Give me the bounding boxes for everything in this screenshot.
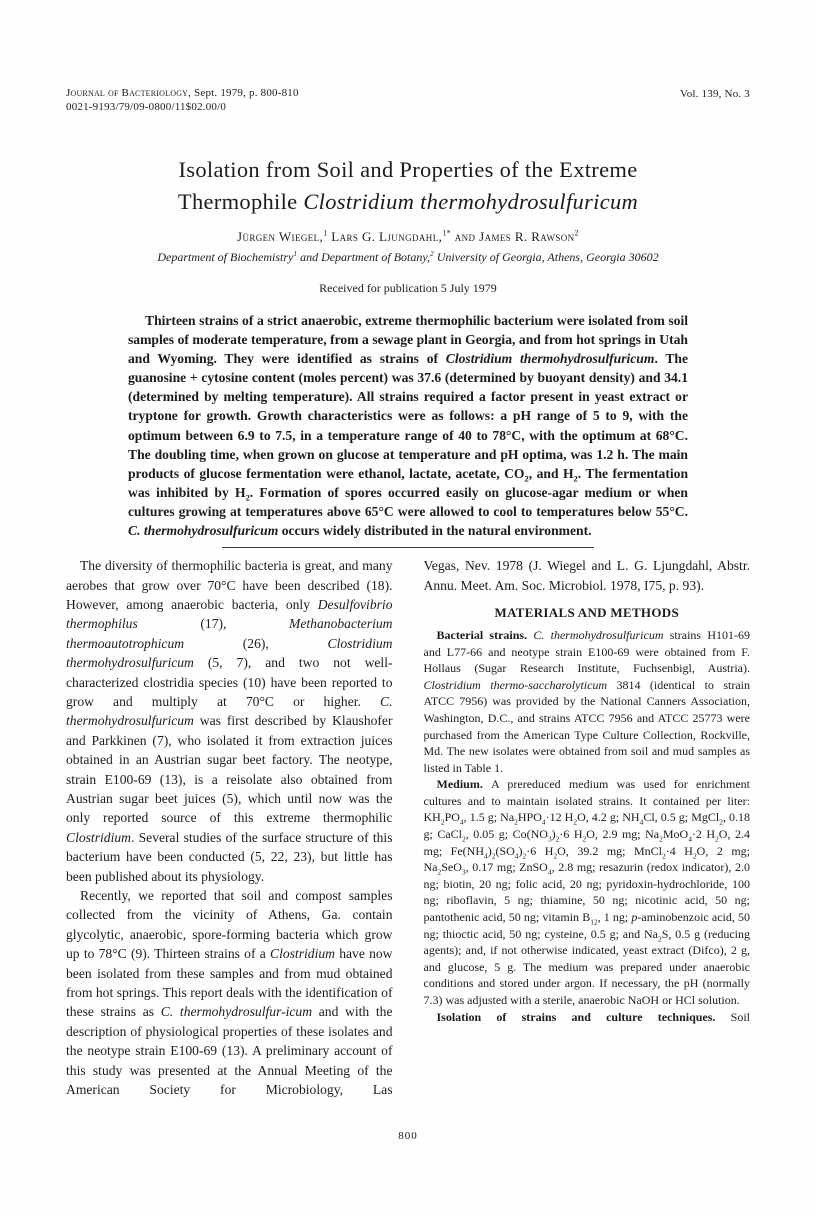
isolation-paragraph-start: Isolation of strains and culture techniques. Soil xyxy=(436,1009,750,1024)
abstract: Thirteen strains of a strict anaerobic, extreme thermophilic bacterium were isolated from soil samples of moderate temperature, from a sewage plant in Georgia, and from hot springs in Utah and Wyoming. They were identified as strains of Clostridium thermohydrosulfuricum. The guanosine + cytosine content (moles percent) was 37.6 (determined by buoyant density) and 34.1 (determined by melting temperature). All strains required a factor present in yeast extract or tryptone for growth. Growth characteristics were as follows: a pH range of 5 to 9, with the optimum between 6.9 to 7.5, in a temperature range of 40 to 78°C, with the optimum at 68°C. The doubling time, when grown on glucose at temperature and pH optima, was 1.2 h. The main products of glucose fermentation were ethanol, lactate, acetate, $CO_2$, and $H_2$. The fermentation was inhibited by $H_2$. Formation of spores occurred easily on glucose-agar medium or when cultures growing at temperatures above 65°C were allowed to cool to temperatures below 55°C. C. thermohydrosulfuricum occurs widely distributed in the natural environment. xyxy=(128,313,689,539)
author-list: Jürgen Wiegel,$^1$ Lars G. Ljungdahl,$^{1*}$ and James R. Rawson$^2$ xyxy=(237,228,579,244)
intro-paragraph-2: Recently, we reported that soil and compost samples collected from the vicinity of Athens, Ga. contain glycolytic, anaerobic, spore-forming bacteria which grow up to 78°C (9). Thirteen strains of a Clostridium have now been isolated from these samples and from mud obtained from hot springs. This report deals with the identification of these strains as C. thermohydrosulfur-icum and with the description of physiological properties of these isolates and the neotype strain E100-69 (13). A preliminary account of this study was presented at the Annual Meeting of the American Society for Microbiology, Las xyxy=(66,888,393,1098)
volume-info: Vol. 139, No. 3 xyxy=(679,88,750,100)
affiliation: Department of Biochemistry$^1$ and Department of Botany,$^2$ University of Georgia, Athens, Georgia 30602 xyxy=(157,249,659,264)
bacterial-strains-paragraph: Bacterial strains. C. thermohydrosulfuricum strains H101-69 and L77-66 and neotype strain E100-69 were obtained from F. Hollaus (Sugar Research Institute, Fuchsenbigl, Austria). Clostridium thermo-saccharolyticum 3814 (identical to strain ATCC 7956) was provided by the National Canners Association, Washington, D.C., and strains ATCC 7956 and ATCC 25773 were purchased from the American Type Culture Collection, Rockville, Md. The new isolates were obtained from soil and mud samples as listed in Table 1. xyxy=(423,627,751,775)
section-heading-materials-methods: MATERIALS AND METHODS xyxy=(494,604,679,620)
copyright-code: 0021-9193/79/09-0800/11$02.00/0 xyxy=(66,101,227,113)
article-title-line2: Thermophile Clostridium thermohydrosulfuricum xyxy=(177,189,639,214)
journal-citation-block xyxy=(66,86,299,114)
article-body xyxy=(66,556,750,1099)
article-title-line1: Isolation from Soil and Properties of the Extreme xyxy=(178,157,638,182)
page-header xyxy=(66,86,750,114)
intro-paragraph-1: The diversity of thermophilic bacteria is great, and many aerobes that grow over 70°C have been described (18). However, among anaerobic bacteria, only Desulfovibrio thermophilus (17), Methanobacterium thermoautotrophicum (26), Clostridium thermohydrosulfuricum (5, 7), and two not well-characterized clostridia species (10) have been reported to grow and multiply at 70°C or higher. C. thermohydrosulfuricum was first described by Klaushofer and Parkkinen (7), who isolated it from extraction juices obtained in an Austrian sugar beet factory. The neotype, strain E100-69 (13), is a reisolate also obtained from Austrian sugar beet juices (5), which until now was the only reported source of this extreme thermophilic Clostridium. Several studies of the surface structure of this bacterium have been conducted (5, 22, 23), but little has been published about its physiology. xyxy=(66,558,393,884)
section-divider xyxy=(222,547,594,548)
received-date: Received for publication 5 July 1979 xyxy=(319,281,497,295)
right-column xyxy=(424,556,751,1099)
journal-citation: Journal of Bacteriology, Sept. 1979, p. 800-810 xyxy=(66,87,299,99)
left-column xyxy=(66,556,393,1099)
intro-paragraph-continuation: Vegas, Nev. 1978 (J. Wiegel and L. G. Ljungdahl, Abstr. Annu. Meet. Am. Soc. Microbiol. 1978, I75, p. 93). xyxy=(423,558,750,593)
article-title xyxy=(66,154,750,218)
medium-paragraph: Medium. A prereduced medium was used for enrichment cultures and to maintain isolated strains. It contained per liter: $KH_2PO_4$, 1.5 g; $Na_2HPO_4\cdot 12$ $H_2O$, 4.2 g; $NH_4Cl$, 0.5 g; MgCl$_2$, 0.18 g; CaCl$_2$, 0.05 g; $Co(NO_3)_2\cdot 6$ $H_2O$, 2.9 mg; $Na_2MoO_4\cdot 2$ $H_2O$, 2.4 mg; $Fe(NH_4)_2(SO_4)_2\cdot 6$ $H_2O$, 39.2 mg; MnCl$_2$·4 $H_2O$, 2 mg; $Na_2SeO_3$, 0.17 mg; ZnSO$_4$, 2.8 mg; resazurin (redox indicator), 2.0 ng; biotin, 20 ng; folic acid, 20 ng; pyridoxin-hydrochloride, 100 ng; riboflavin, 5 ng; thiamine, 50 ng; nicotinic acid, 50 ng; pantothenic acid, 50 ng; vitamin $B_{12}$, 1 ng; p-aminobenzoic acid, 50 ng; thioctic acid, 50 ng; cysteine, 0.5 g; and $Na_2S$, 0.5 g (reducing agents); and, if not otherwise indicated, yeast extract (Difco), 2 g, and glucose, 5 g. The medium was prepared under anaerobic conditions and stored under argon. If necessary, the pH (normally 7.3) was adjusted with a sterile, anaerobic NaOH or HCl solution. xyxy=(423,777,751,1007)
page-number: 800 xyxy=(398,1130,418,1142)
